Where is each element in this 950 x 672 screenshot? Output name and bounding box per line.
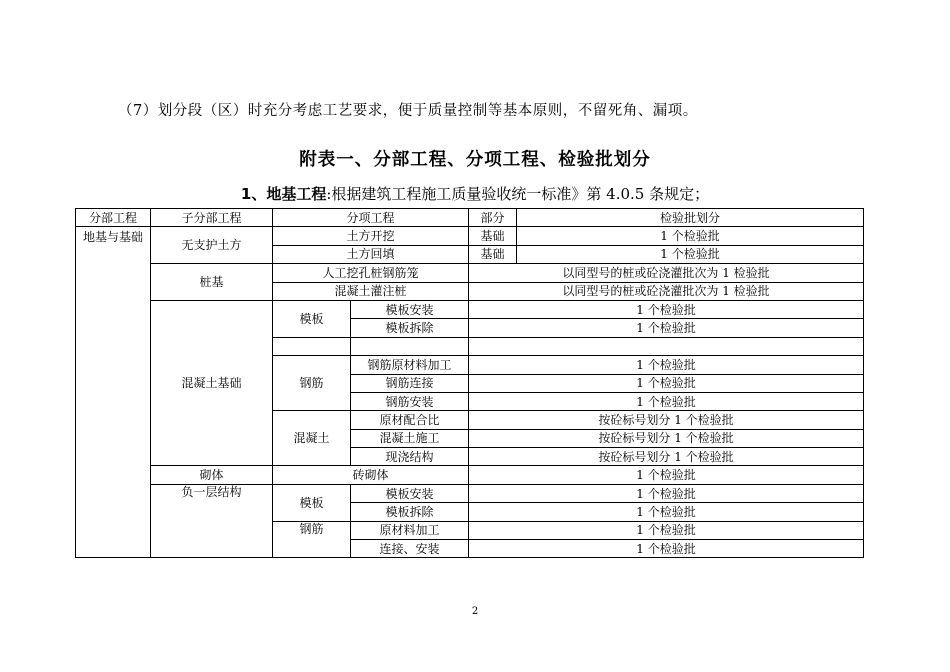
item-cell: 连接、安装 [351, 540, 469, 558]
header-division: 分部工程 [76, 209, 151, 227]
item-cell: 土方回填 [273, 245, 469, 263]
batch-cell: 按砼标号划分 1 个检验批 [469, 411, 864, 429]
header-batch: 检验批划分 [517, 209, 864, 227]
item-cell: 模板安装 [351, 484, 469, 502]
batch-cell: 1 个检验批 [469, 503, 864, 521]
table-header-row [76, 209, 864, 227]
batch-cell: 1 个检验批 [469, 521, 864, 539]
batch-cell: 1 个检验批 [469, 466, 864, 484]
table-row [76, 227, 864, 245]
batch-cell: 以同型号的桩或砼浇灌批次为 1 检验批 [469, 264, 864, 282]
inspection-batch-table [75, 208, 864, 558]
division-cell: 地基与基础 [76, 227, 151, 558]
item-cell: 原材配合比 [351, 411, 469, 429]
group-cell: 钢筋 [273, 521, 351, 558]
header-subdivision: 子分部工程 [151, 209, 273, 227]
batch-cell: 1 个检验批 [469, 540, 864, 558]
subdivision-cell: 混凝土基础 [151, 300, 273, 466]
section-subheading [0, 183, 950, 204]
header-part: 部分 [469, 209, 517, 227]
batch-cell: 按砼标号划分 1 个检验批 [469, 448, 864, 466]
item-cell: 钢筋原材料加工 [351, 356, 469, 374]
item-cell: 人工挖孔桩钢筋笼 [273, 264, 469, 282]
batch-cell: 1 个检验批 [517, 245, 864, 263]
batch-cell: 1 个检验批 [469, 392, 864, 410]
item-cell: 砖砌体 [273, 466, 469, 484]
table-row [76, 300, 864, 318]
part-cell: 基础 [469, 245, 517, 263]
item-cell: 现浇结构 [351, 448, 469, 466]
group-cell: 混凝土 [273, 411, 351, 466]
batch-cell: 按砼标号划分 1 个检验批 [469, 429, 864, 447]
item-cell: 模板拆除 [351, 319, 469, 337]
subdivision-cell: 负一层结构 [151, 484, 273, 558]
empty-cell [469, 337, 864, 355]
section-title: 1、地基工程 [240, 185, 327, 203]
batch-cell: 1 个检验批 [469, 356, 864, 374]
item-cell: 土方开挖 [273, 227, 469, 245]
group-cell: 模板 [273, 300, 351, 337]
appendix-heading: 附表一、分部工程、分项工程、检验批划分 [299, 150, 651, 170]
batch-cell: 1 个检验批 [469, 374, 864, 392]
body-paragraph: （7）划分段（区）时充分考虑工艺要求，便于质量控制等基本原则，不留死角、漏项。 [118, 103, 698, 119]
header-item: 分项工程 [273, 209, 469, 227]
item-cell: 钢筋安装 [351, 392, 469, 410]
section-description: :根据建筑工程施工质量验收统一标准》第 4.0.5 条规定； [326, 185, 710, 203]
batch-cell: 1 个检验批 [469, 319, 864, 337]
batch-cell: 1 个检验批 [469, 300, 864, 318]
page-number: 2 [471, 606, 479, 617]
item-cell: 钢筋连接 [351, 374, 469, 392]
item-cell: 混凝土灌注桩 [273, 282, 469, 300]
group-cell: 钢筋 [273, 356, 351, 411]
subdivision-cell: 桩基 [151, 264, 273, 301]
batch-cell: 1 个检验批 [469, 484, 864, 502]
group-cell: 模板 [273, 484, 351, 521]
subdivision-cell: 砌体 [151, 466, 273, 484]
table-row [76, 484, 864, 502]
item-cell: 模板安装 [351, 300, 469, 318]
part-cell: 基础 [469, 227, 517, 245]
item-cell: 混凝土施工 [351, 429, 469, 447]
subdivision-cell: 无支护土方 [151, 227, 273, 264]
item-cell: 原材料加工 [351, 521, 469, 539]
empty-cell [273, 337, 351, 355]
table-row [76, 264, 864, 282]
table-row [76, 466, 864, 484]
empty-cell [351, 337, 469, 355]
batch-cell: 1 个检验批 [517, 227, 864, 245]
item-cell: 模板拆除 [351, 503, 469, 521]
batch-cell: 以同型号的桩或砼浇灌批次为 1 检验批 [469, 282, 864, 300]
